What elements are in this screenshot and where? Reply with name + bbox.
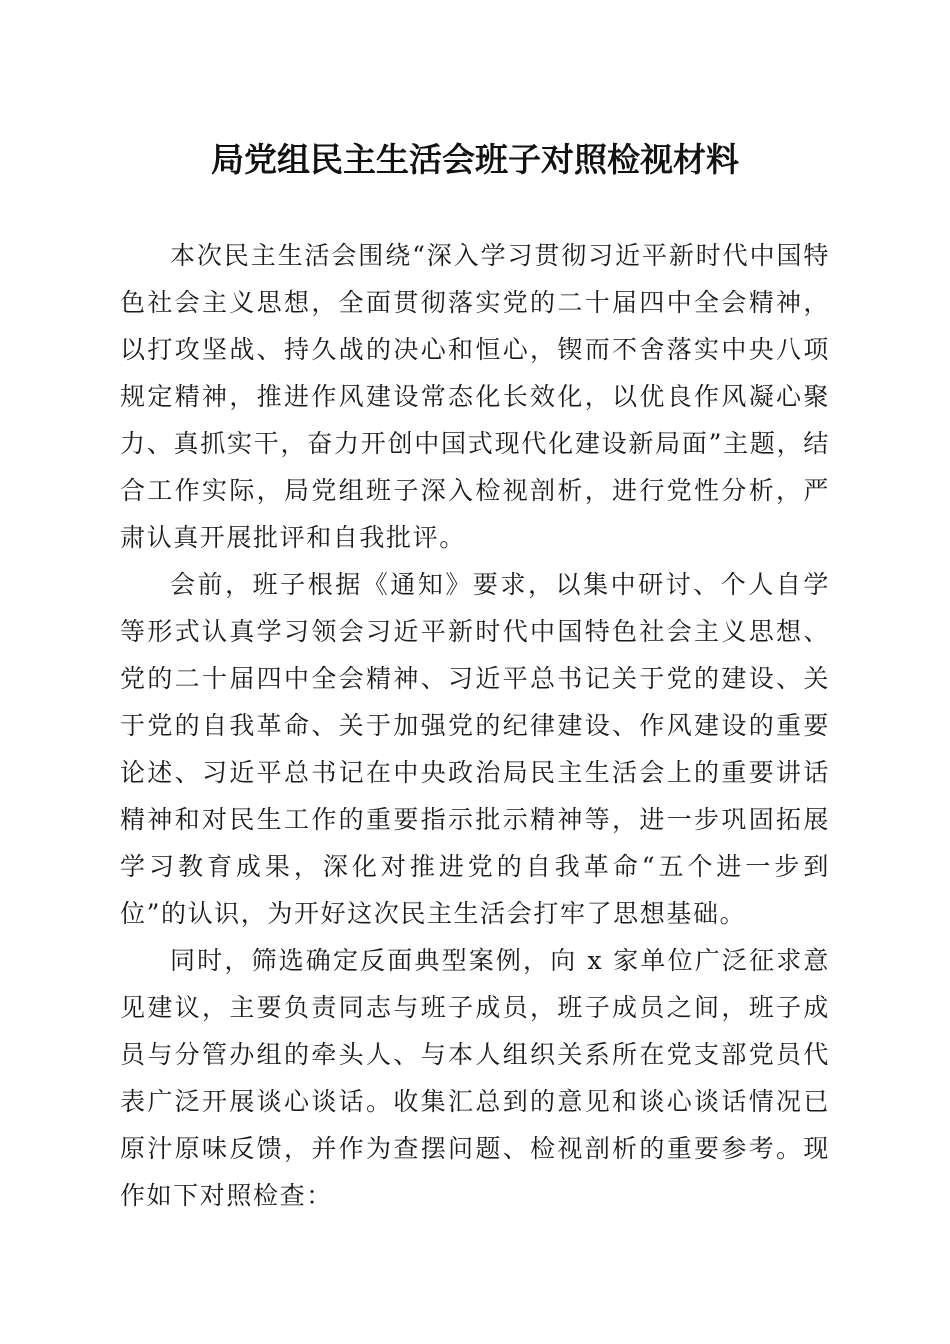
paragraph-consultation: 同时，筛选确定反面典型案例，向 x 家单位广泛征求意见建议，主要负责同志与班子成员，班子成员之间，班子成员与分管办组的牵头人、与本人组织关系所在党支部党员代表广泛开展谈心谈话。收集汇总到的意见和谈心谈话情况已原汁原味反馈，并作为查摆问题、检视剖析的重要参考。现作如下对照检查： <box>120 946 830 1210</box>
paragraph-preparation: 会前，班子根据《通知》要求，以集中研讨、个人自学等形式认真学习领会习近平新时代中国特色社会主义思想、党的二十届四中全会精神、习近平总书记关于党的建设、关于党的自我革命、关于加强党的纪律建设、作风建设的重要论述、习近平总书记在中央政治局民主生活会上的重要讲话精神和对民生工作的重要指示批示精神等，进一步巩固拓展学习教育成果，深化对推进党的自我革命“五个进一步到位”的认识，为开好这次民主生活会打牢了思想基础。 <box>120 570 830 928</box>
document-body <box>120 232 830 1219</box>
paragraph-intro: 本次民主生活会围绕“深入学习贯彻习近平新时代中国特色社会主义思想，全面贯彻落实党的二十届四中全会精神，以打攻坚战、持久战的决心和恒心，锲而不舍落实中央八项规定精神，推进作风建设常态化长效化，以优良作风凝心聚力、真抓实干，奋力开创中国式现代化建设新局面”主题，结合工作实际，局党组班子深入检视剖析，进行党性分析，严肃认真开展批评和自我批评。 <box>120 241 830 552</box>
document-title: 局党组民主生活会班子对照检视材料 <box>211 140 739 179</box>
